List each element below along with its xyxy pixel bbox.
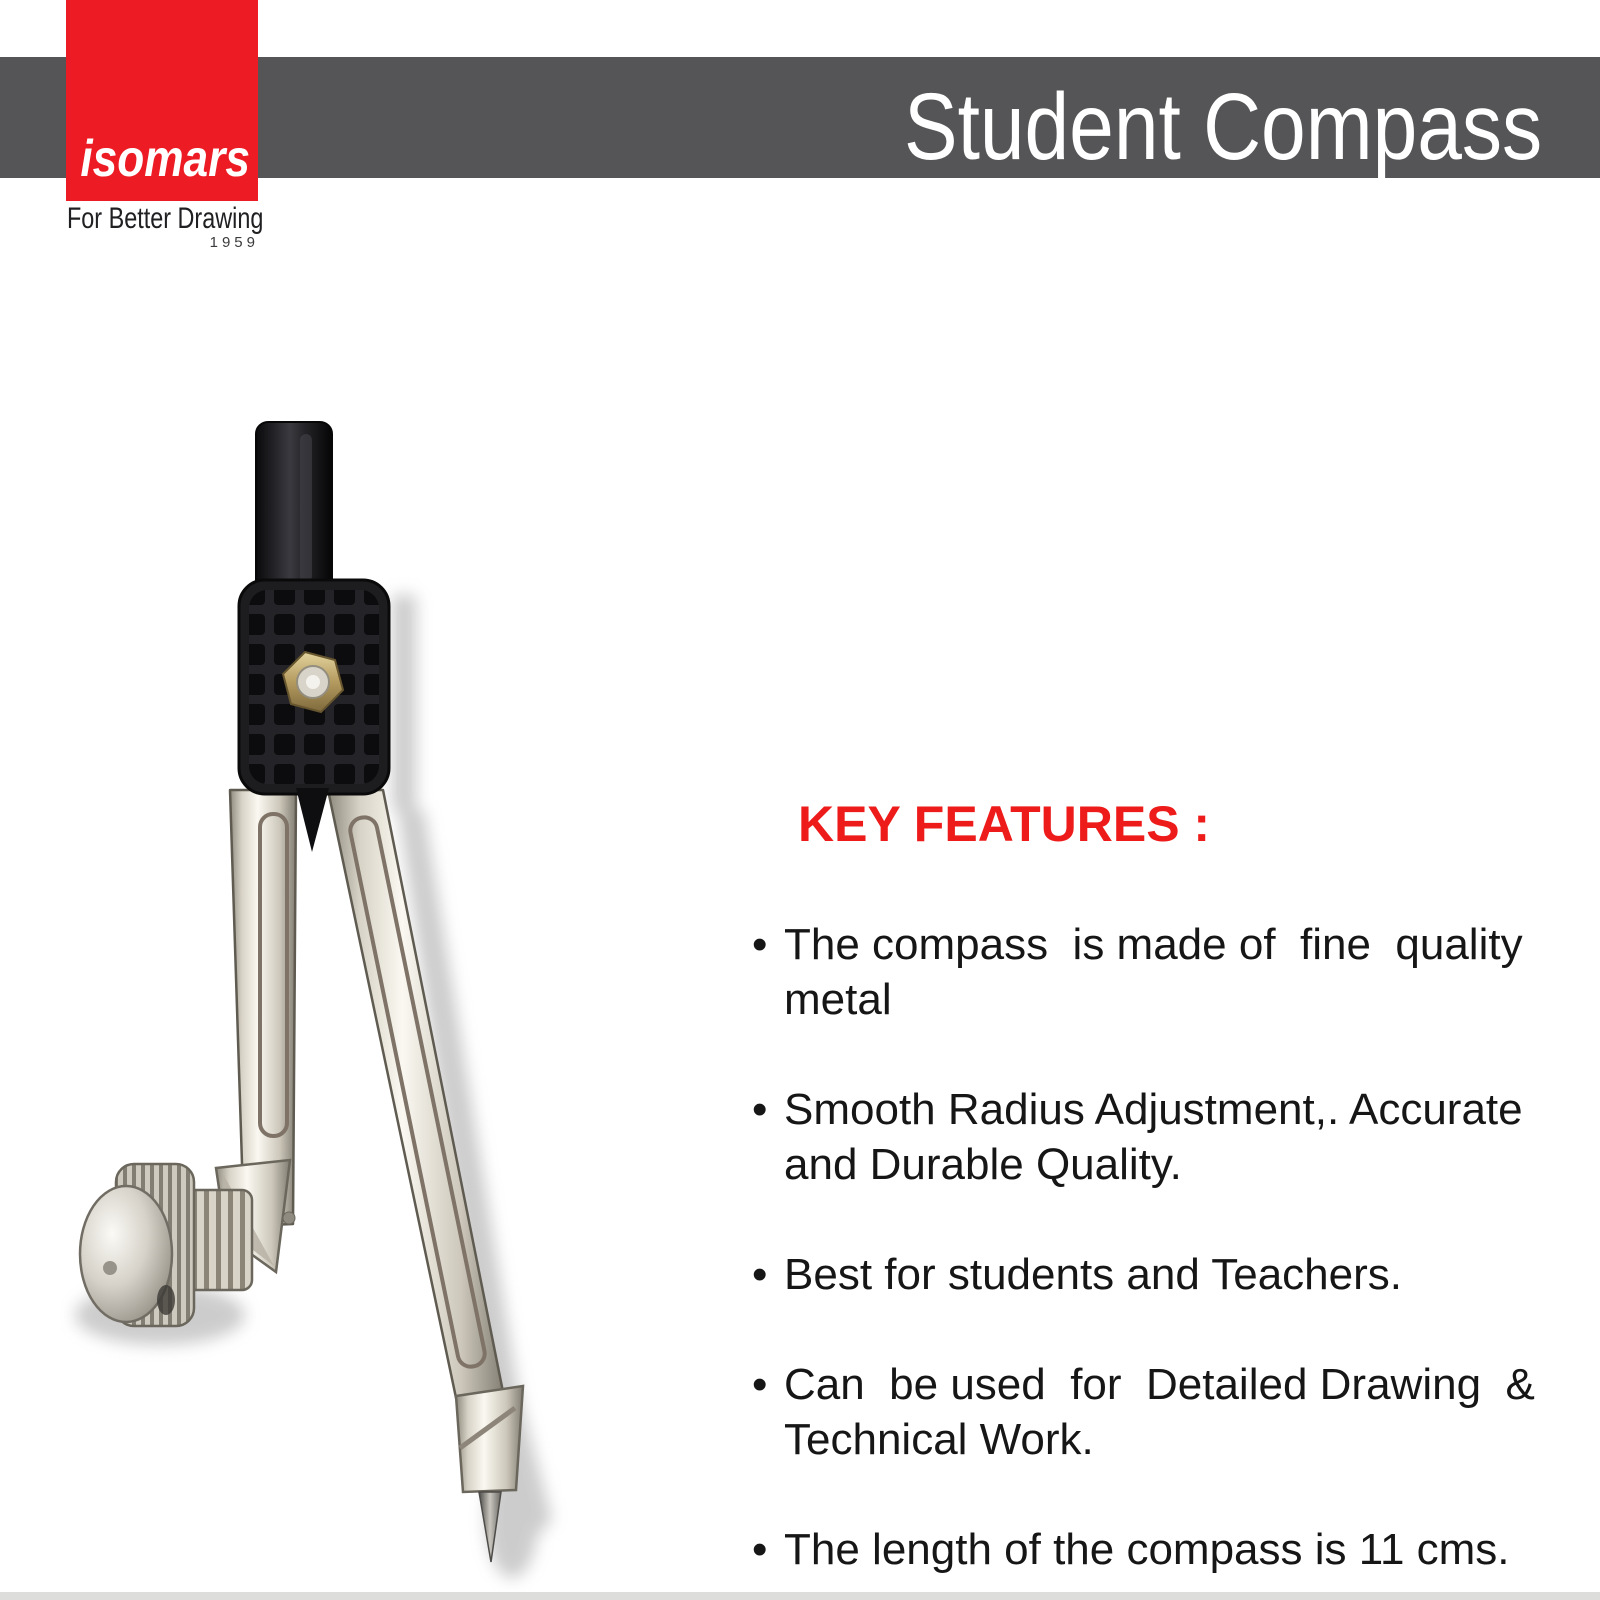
brand-logo <box>66 0 258 201</box>
feature-item-3 <box>752 1247 1562 1302</box>
feature-item-5 <box>752 1522 1562 1577</box>
bullet-icon: • <box>752 1085 768 1134</box>
feature-item-4 <box>752 1357 1562 1467</box>
brand-tagline: For Better Drawing <box>67 202 264 235</box>
bullet-icon: • <box>752 920 768 969</box>
feature-text-line: Technical Work. <box>784 1415 1094 1464</box>
compass-handle <box>256 422 332 594</box>
feature-text-line: and Durable Quality. <box>784 1140 1182 1189</box>
page-title: Student Compass <box>903 74 1542 180</box>
footer-bar <box>0 1592 1600 1600</box>
feature-item-2 <box>752 1082 1562 1192</box>
product-photo-compass <box>60 400 580 1600</box>
key-features-heading: KEY FEATURES : <box>798 796 1211 852</box>
feature-text-line: The compass is made of fine quality <box>784 920 1523 969</box>
feature-text-line: Smooth Radius Adjustment,. Accurate <box>784 1085 1523 1134</box>
feature-text-line: Can be used for Detailed Drawing & <box>784 1360 1535 1409</box>
feature-text-line: metal <box>784 975 892 1024</box>
compass-adjustment-knob <box>80 1160 295 1326</box>
key-features-section <box>752 795 1562 1600</box>
bullet-icon: • <box>752 1360 768 1409</box>
bullet-icon: • <box>752 1250 768 1299</box>
feature-text-line: The length of the compass is 11 cms. <box>784 1525 1510 1574</box>
brand-year: 1959 <box>209 234 259 251</box>
leg-gap-shadow <box>296 788 329 852</box>
brand-logo-text: isomars <box>80 130 250 188</box>
bullet-icon: • <box>752 1525 768 1574</box>
feature-item-1 <box>752 917 1562 1027</box>
feature-text-line: Best for students and Teachers. <box>784 1250 1402 1299</box>
